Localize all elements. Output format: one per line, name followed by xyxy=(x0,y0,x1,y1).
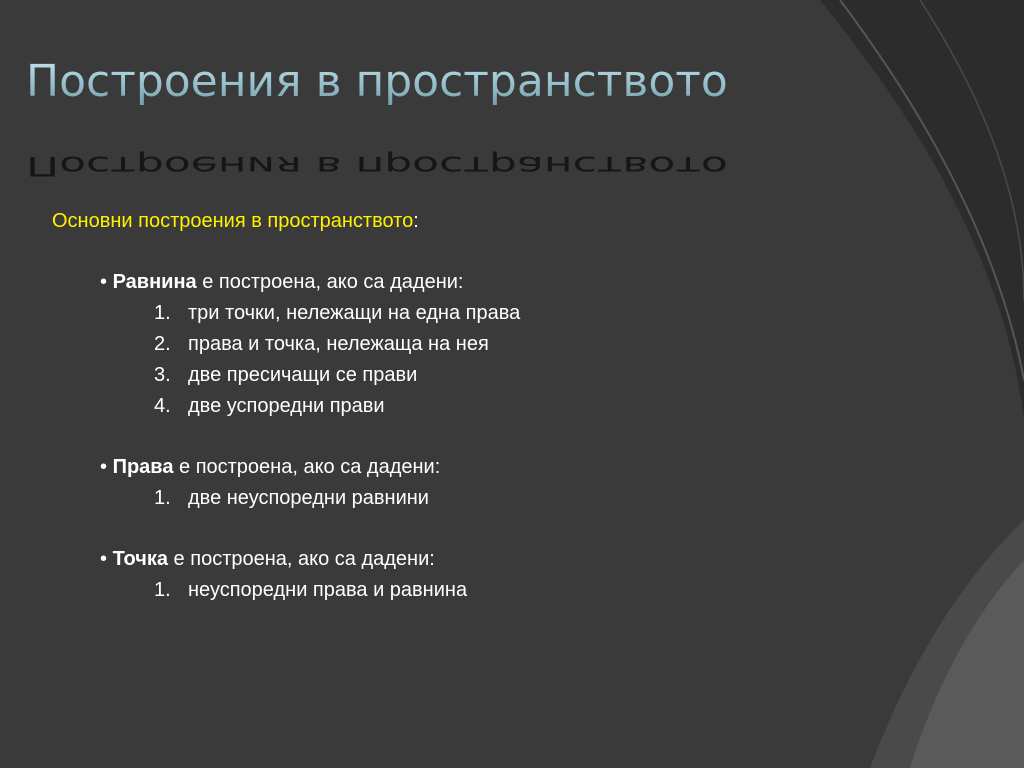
section-rest: е построена, ако са дадени: xyxy=(196,271,464,293)
section-rest: е построена, ако са дадени: xyxy=(168,548,435,570)
list-item xyxy=(100,360,972,391)
list-item xyxy=(100,483,972,514)
section-heading xyxy=(100,452,972,483)
list-number: 4. xyxy=(154,395,171,417)
list-item-text: две успоредни прави xyxy=(188,395,385,417)
list-item-text: права и точка, нележаща на нея xyxy=(188,333,489,355)
intro-line xyxy=(52,206,972,237)
section-point xyxy=(100,544,972,606)
bullet-icon: • xyxy=(100,271,108,293)
numbered-list xyxy=(100,575,972,606)
list-item-text: неуспоредни права и равнина xyxy=(188,579,468,601)
bullet-icon: • xyxy=(100,456,108,478)
list-item xyxy=(100,391,972,422)
section-rest: е построена, ако са дадени: xyxy=(173,456,441,478)
section-plane xyxy=(100,267,972,422)
section-term: Права xyxy=(112,456,174,478)
list-item xyxy=(100,329,972,360)
numbered-list xyxy=(100,298,972,422)
list-item xyxy=(100,298,972,329)
list-number: 3. xyxy=(154,364,171,386)
slide-title-reflection: Построения в пространството xyxy=(26,150,728,181)
list-item-text: две пресичащи се прави xyxy=(188,364,418,386)
section-term: Равнина xyxy=(112,271,197,293)
numbered-list xyxy=(100,483,972,514)
section-heading xyxy=(100,544,972,575)
section-term: Точка xyxy=(112,548,168,570)
list-item-text: три точки, нележащи на една права xyxy=(188,302,521,324)
section-line xyxy=(100,452,972,514)
slide-content xyxy=(52,206,972,636)
bullet-icon: • xyxy=(100,548,108,570)
intro-colon: : xyxy=(413,210,419,232)
slide-title: Построения в пространството xyxy=(26,54,728,110)
title-area xyxy=(26,54,986,181)
list-number: 1. xyxy=(154,302,171,324)
list-number: 1. xyxy=(154,487,171,509)
list-item-text: две неуспоредни равнини xyxy=(188,487,429,509)
list-number: 2. xyxy=(154,333,171,355)
section-heading xyxy=(100,267,972,298)
list-item xyxy=(100,575,972,606)
intro-text: Основни построения в пространството xyxy=(52,210,414,232)
list-number: 1. xyxy=(154,579,171,601)
